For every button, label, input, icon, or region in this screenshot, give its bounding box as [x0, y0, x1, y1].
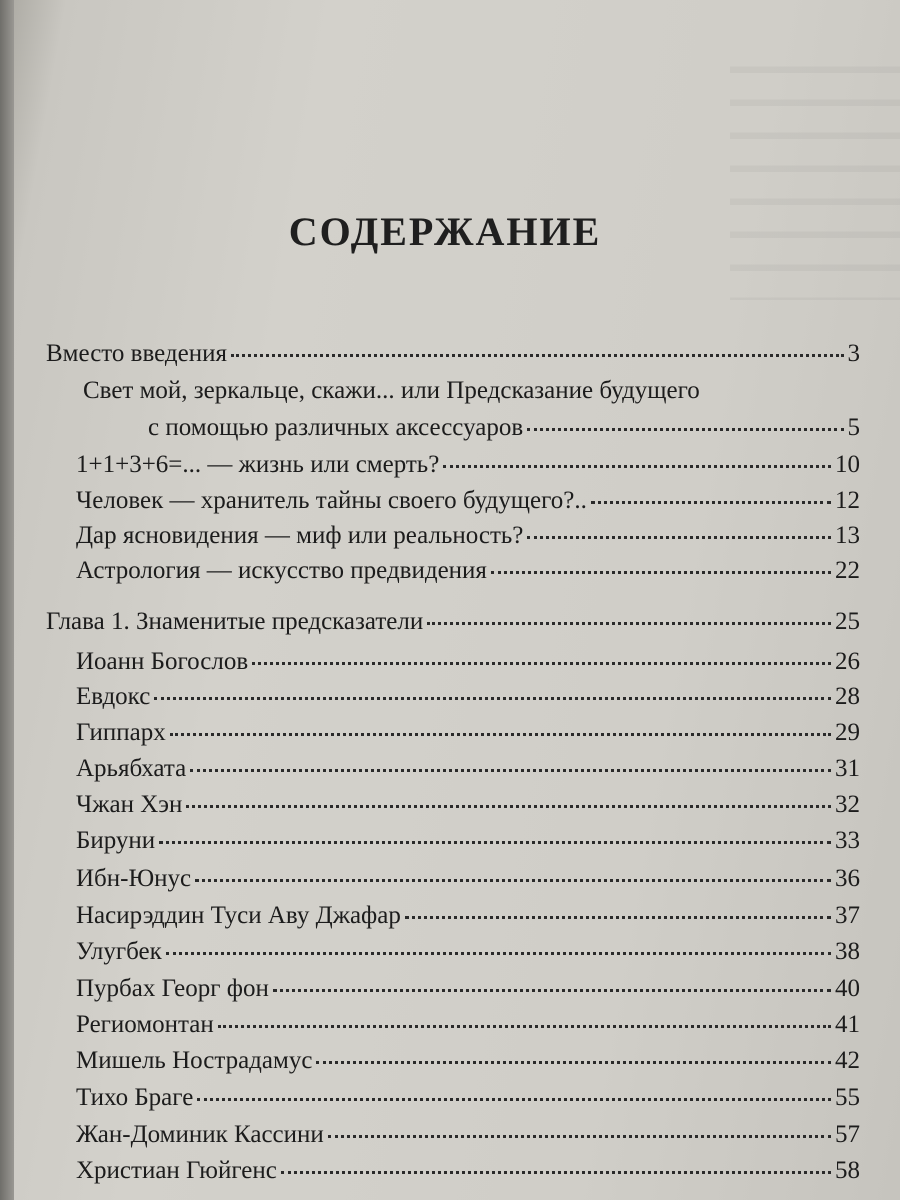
dot-leader: [195, 879, 831, 882]
dot-leader: [190, 769, 831, 772]
toc-entry: [148, 414, 860, 442]
toc-entry-title: Жан-Доминик Кассини: [76, 1121, 324, 1148]
toc-entry-title: Астрология — искусство предвидения: [76, 557, 487, 584]
toc-entry: [76, 1084, 860, 1112]
toc-entry: [76, 522, 860, 550]
toc-entry-title: Вместо введения: [46, 340, 227, 367]
toc-entry-title: Арьябхата: [76, 755, 187, 782]
toc-entry-title: Тихо Браге: [76, 1084, 194, 1111]
dot-leader: [591, 501, 831, 504]
toc-section-chapter-1: [46, 608, 860, 636]
toc-entry-page: 57: [835, 1121, 860, 1148]
toc-entry-title: Евдокс: [76, 683, 151, 710]
dot-leader: [316, 1061, 831, 1064]
toc-entry: [76, 1157, 860, 1185]
toc-entry-page: 40: [835, 975, 860, 1002]
toc-entry-title: Человек — хранитель тайны своего будущего?..: [76, 487, 587, 514]
toc-entry-title: Улугбек: [76, 938, 162, 965]
toc-entry-page: 25: [835, 608, 860, 635]
dot-leader: [197, 1098, 831, 1101]
toc-entry: [76, 975, 860, 1003]
toc-entry-title: Региомонтан: [76, 1011, 214, 1038]
toc-entry-title: Глава 1. Знаменитые предсказатели: [46, 608, 424, 635]
toc-entry-title: Гиппарх: [76, 719, 166, 746]
toc-entry-title-line1: Свет мой, зеркальце, скажи... или Предсказание будущего: [83, 377, 700, 404]
toc-entry: [76, 683, 860, 711]
dot-leader: [154, 697, 831, 700]
dot-leader: [443, 465, 831, 468]
toc-entry-page: 32: [835, 791, 860, 818]
toc-entry-page: 55: [835, 1084, 860, 1111]
toc-entry-page: 33: [835, 827, 860, 854]
dot-leader: [491, 571, 831, 574]
toc-entry-page: 13: [835, 522, 860, 549]
toc-entry-page: 38: [835, 938, 860, 965]
toc-entry: [76, 827, 860, 855]
toc-entry-title: Христиан Гюйгенс: [76, 1157, 277, 1184]
toc-entry-page: 10: [835, 451, 860, 478]
toc-entry: [76, 1121, 860, 1149]
toc-entry: [76, 451, 860, 479]
dot-leader: [218, 1025, 831, 1028]
toc-entry-page: 37: [835, 902, 860, 929]
toc-entry-page: 28: [835, 683, 860, 710]
toc-entry: [76, 719, 860, 747]
toc-entry-title: с помощью различных аксессуаров: [148, 414, 524, 441]
dot-leader: [328, 1135, 831, 1138]
dot-leader: [159, 841, 831, 844]
toc-entry: [76, 1011, 860, 1039]
dot-leader: [231, 354, 844, 357]
toc-entry-page: 31: [835, 755, 860, 782]
toc-entry: [76, 557, 860, 585]
toc-entry-title: Пурбах Георг фон: [76, 975, 269, 1002]
toc-entry-title: Дар ясновидения — миф или реальность?: [76, 522, 524, 549]
dot-leader: [405, 916, 831, 919]
toc-entry-title: Ибн-Юнус: [76, 865, 192, 892]
toc-entry-page: 12: [835, 487, 860, 514]
toc-entry-title: Мишель Нострадамус: [76, 1047, 313, 1074]
dot-leader: [170, 733, 831, 736]
toc-entry-page: 36: [835, 865, 860, 892]
toc-entry-page: 26: [835, 648, 860, 675]
dot-leader: [166, 952, 831, 955]
toc-entry-page: 22: [835, 557, 860, 584]
toc-section-intro: [46, 340, 860, 368]
toc-entry: [76, 755, 860, 783]
page-title: СОДЕРЖАНИЕ: [288, 209, 602, 254]
toc-entry-title: Чжан Хэн: [76, 791, 183, 818]
dot-leader: [273, 989, 831, 992]
dot-leader: [186, 805, 831, 808]
toc-entry-page: 29: [835, 719, 860, 746]
toc-entry: [76, 791, 860, 819]
toc-entry: [76, 865, 860, 893]
toc-entry-page: 41: [835, 1011, 860, 1038]
toc-entry: [76, 648, 860, 676]
toc-entry-page: 42: [835, 1047, 860, 1074]
toc-entry-page: 58: [835, 1157, 860, 1184]
toc-entry-title: Бируни: [76, 827, 156, 854]
dot-leader: [527, 536, 831, 539]
dot-leader: [527, 428, 843, 431]
toc-entry: [76, 938, 860, 966]
toc-entry-title: 1+1+3+6=... — жизнь или смерть?: [76, 451, 440, 478]
toc-entry: [76, 487, 860, 515]
dot-leader: [281, 1171, 831, 1174]
toc-entry-title: Иоанн Богослов: [76, 648, 249, 675]
toc-entry-title: Насирэддин Туси Аву Джафар: [76, 902, 401, 929]
toc-entry: [76, 1047, 860, 1075]
toc-entry: [76, 902, 860, 930]
dot-leader: [252, 662, 831, 665]
dot-leader: [427, 622, 831, 625]
toc-entry-page: 5: [847, 414, 860, 441]
toc-entry-page: 3: [847, 340, 860, 367]
